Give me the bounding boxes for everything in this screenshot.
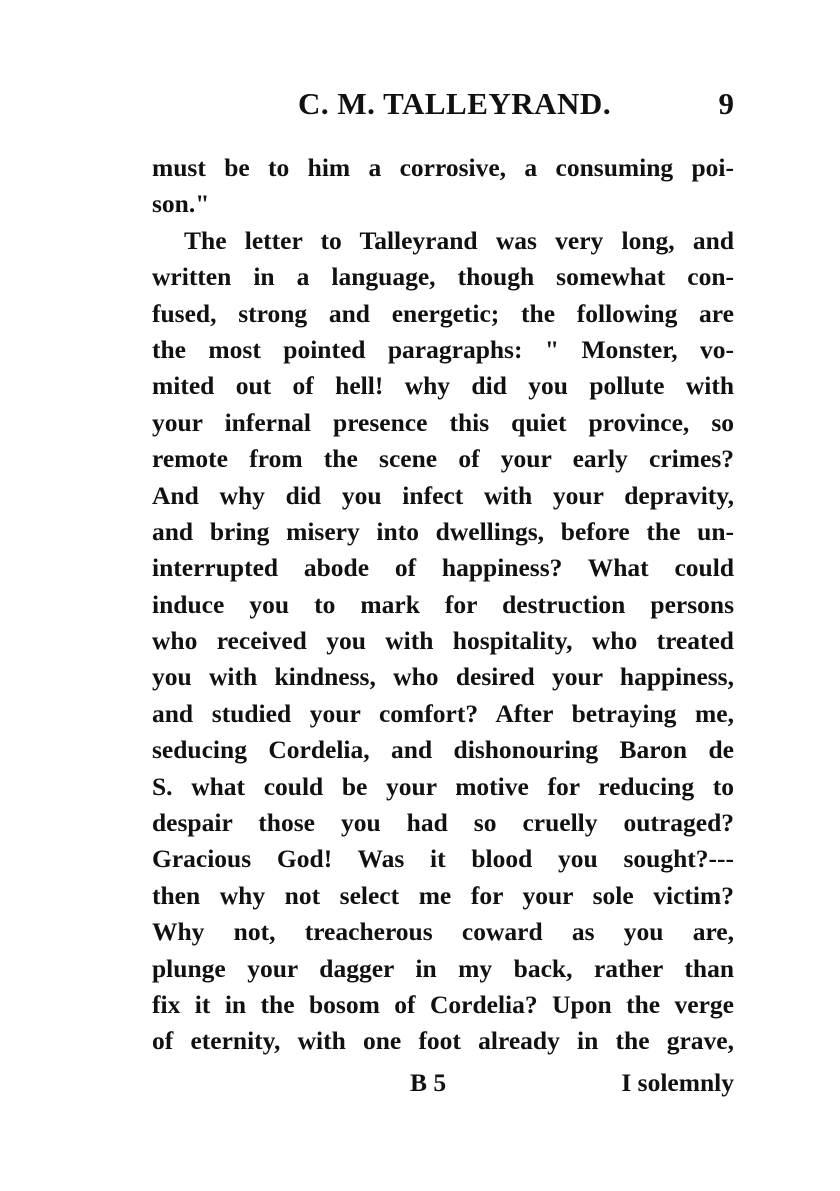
- text-line: mited out of hell! why did you pollute with: [152, 371, 734, 401]
- text-line: son.": [152, 189, 210, 219]
- text-line: of eternity, with one foot already in the grave,: [152, 1026, 734, 1056]
- text-line: S. what could be your motive for reducing to: [152, 771, 734, 801]
- text-line: The letter to Talleyrand was very long, and: [184, 225, 734, 255]
- text-line: must be to him a corrosive, a consuming poi-: [152, 153, 734, 182]
- text-line: and bring misery into dwellings, before the un-: [152, 516, 734, 546]
- text-line: Gracious God! Was it blood you sought?---: [152, 844, 734, 874]
- page-footer: [152, 1068, 734, 1104]
- text-line: who received you with hospitality, who treated: [152, 626, 734, 656]
- running-title: C. M. TALLEYRAND.: [298, 86, 612, 121]
- catchword: I solemnly: [621, 1068, 734, 1097]
- text-line: interrupted abode of happiness? What could: [152, 553, 734, 583]
- text-line: fix it in the bosom of Cordelia? Upon the verge: [152, 989, 734, 1019]
- text-line: And why did you infect with your depravity,: [152, 480, 734, 510]
- text-line: and studied your comfort? After betraying me,: [152, 698, 734, 728]
- body-text: [152, 150, 734, 1060]
- text-line: seducing Cordelia, and dishonouring Baron de: [152, 735, 734, 765]
- text-line: written in a language, though somewhat con-: [152, 262, 734, 292]
- text-line: you with kindness, who desired your happiness,: [152, 662, 734, 692]
- page-number: 9: [718, 86, 734, 121]
- text-line: despair those you had so cruelly outraged?: [152, 808, 734, 838]
- running-head: [150, 86, 740, 130]
- text-line: induce you to mark for destruction persons: [152, 589, 734, 619]
- text-line: then why not select me for your sole victim?: [152, 880, 734, 910]
- text-line: Why not, treacherous coward as you are,: [152, 917, 734, 947]
- text-line: remote from the scene of your early crimes?: [152, 444, 734, 474]
- signature-mark: B 5: [410, 1068, 447, 1097]
- text-line: fused, strong and energetic; the following are: [152, 298, 734, 328]
- text-line: the most pointed paragraphs: " Monster, vo-: [152, 334, 734, 364]
- text-line: plunge your dagger in my back, rather than: [152, 953, 734, 983]
- text-line: your infernal presence this quiet province, so: [152, 407, 734, 437]
